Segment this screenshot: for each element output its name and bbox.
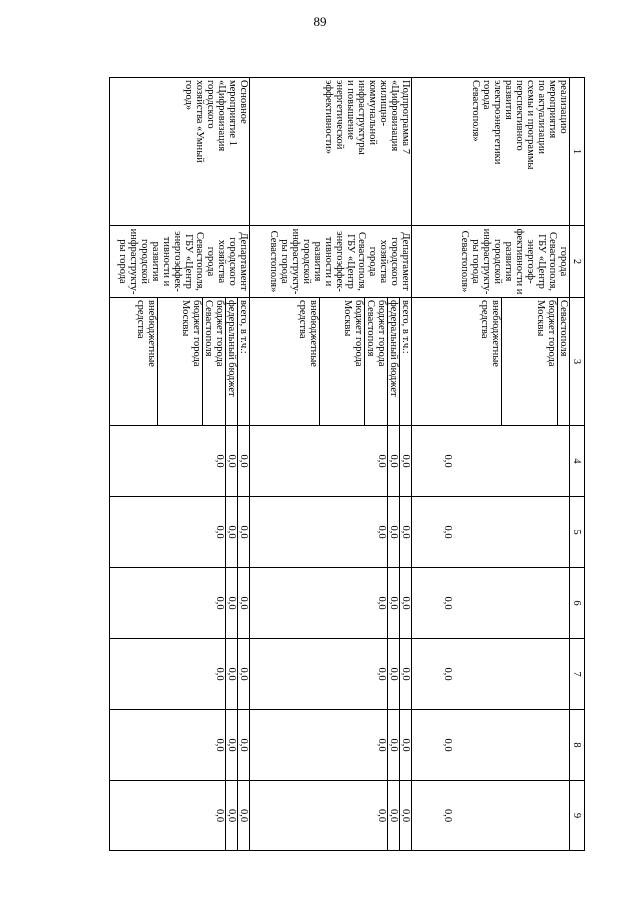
value-cell (110, 781, 250, 851)
value: 0,0 (399, 781, 411, 850)
value: 0,0 (387, 781, 399, 850)
funding-source: бюджет города Москвы (501, 298, 557, 425)
funding-source: бюджет города Москвы (319, 298, 364, 425)
funding-source: Севастополя (557, 298, 569, 425)
value-cell (412, 426, 570, 497)
header-cell-1: 1 (570, 78, 585, 226)
value: 0,0 (214, 454, 225, 468)
rotated-table-container (109, 77, 585, 850)
value-cell (412, 568, 570, 639)
value: 0,0 (376, 525, 387, 539)
value: 0,0 (376, 808, 387, 823)
value: 0,0 (237, 639, 249, 709)
value-cell (250, 426, 412, 497)
value: 0,0 (399, 639, 411, 709)
table-row (110, 78, 250, 851)
funding-source: внебюджетные средства (135, 300, 157, 367)
value-cell (412, 497, 570, 568)
funding-sources (250, 298, 412, 426)
value-cell (110, 568, 250, 639)
funding-source: всего, в т.ч.: (399, 298, 411, 425)
value-cell (250, 781, 412, 851)
value: 0,0 (442, 738, 453, 752)
funding-source: бюджет города Москвы (157, 298, 202, 425)
value: 0,0 (399, 710, 411, 780)
value: 0,0 (237, 568, 249, 638)
value: 0,0 (442, 454, 453, 468)
value: 0,0 (225, 781, 237, 850)
value: 0,0 (376, 596, 387, 610)
value: 0,0 (214, 596, 225, 610)
value: 0,0 (387, 497, 399, 567)
budget-table (109, 77, 585, 851)
value: 0,0 (442, 667, 453, 681)
value: 0,0 (387, 568, 399, 638)
funding-source: бюджет города Севастополя (202, 298, 225, 425)
table-row (250, 78, 412, 851)
funding-sources (110, 298, 250, 426)
header-cell-9: 9 (570, 781, 585, 851)
funding-source: федеральный бюджет (225, 298, 237, 425)
header-cell-7: 7 (570, 639, 585, 710)
executor: Департамент городского хозяйства города Севастополя, ГБУ «Центр энергоэффек- тивности и развития городской инфраструкту- ры города Севастополя» (250, 226, 412, 298)
value: 0,0 (225, 497, 237, 567)
executor: города Севастополя, ГБУ «Центр энергоэф- фективности и развития городской инфраструкту- ры города Севастополя» (412, 226, 570, 298)
funding-source: федеральный бюджет (387, 298, 399, 425)
value: 0,0 (399, 568, 411, 638)
header-cell-3: 3 (570, 298, 585, 426)
value-cell (250, 568, 412, 639)
value: 0,0 (387, 426, 399, 496)
value: 0,0 (214, 808, 225, 823)
value-cell (412, 639, 570, 710)
value: 0,0 (237, 497, 249, 567)
page-number: 89 (313, 14, 327, 29)
funding-source: бюджет города Севастополя (364, 298, 387, 425)
header-cell-8: 8 (570, 710, 585, 781)
executor: Департамент городского хозяйства города Севастополя, ГБУ «Центр энергоэффек- тивности и развития городской инфраструкту- ры города (110, 226, 250, 298)
value: 0,0 (225, 568, 237, 638)
value-cell (110, 710, 250, 781)
value-cell (110, 426, 250, 497)
value: 0,0 (442, 808, 453, 823)
value: 0,0 (214, 667, 225, 681)
table-row (412, 78, 570, 851)
value: 0,0 (387, 710, 399, 780)
value: 0,0 (237, 781, 249, 850)
header-cell-4: 4 (570, 426, 585, 497)
value-cell (250, 497, 412, 568)
value: 0,0 (442, 525, 453, 539)
header-cell-6: 6 (570, 568, 585, 639)
value: 0,0 (214, 525, 225, 539)
header-cell-5: 5 (570, 497, 585, 568)
funding-source: внебюджетные средства (297, 300, 319, 367)
value: 0,0 (399, 426, 411, 496)
value: 0,0 (237, 710, 249, 780)
header-row (570, 78, 585, 851)
value-cell (110, 497, 250, 568)
value: 0,0 (387, 639, 399, 709)
activity-name: реализацию мероприятия по актуализации схемы и программы перспективного развития электроэнергетики города Севастополя» (412, 78, 570, 226)
funding-source: всего, в т.ч.: (237, 298, 249, 425)
value: 0,0 (442, 596, 453, 610)
value-cell (250, 710, 412, 781)
value: 0,0 (237, 426, 249, 496)
value-cell (250, 639, 412, 710)
header-cell-2: 2 (570, 226, 585, 298)
funding-sources (412, 298, 570, 426)
value-cell (412, 781, 570, 851)
activity-name: Подпрограмма 7 «Цифровизация жилищно- коммунальной инфраструктуры и повышение энергетической эффективности» (250, 78, 412, 226)
value: 0,0 (376, 667, 387, 681)
value-cell (110, 639, 250, 710)
value: 0,0 (399, 497, 411, 567)
value: 0,0 (214, 738, 225, 752)
value: 0,0 (376, 738, 387, 752)
value: 0,0 (225, 639, 237, 709)
funding-source: внебюджетные средства (479, 300, 501, 367)
activity-name: Основное мероприятие 1 «Цифровизация городского хозяйства «Умный город» (110, 78, 250, 226)
value: 0,0 (225, 426, 237, 496)
value: 0,0 (225, 710, 237, 780)
value-cell (412, 710, 570, 781)
value: 0,0 (376, 454, 387, 468)
